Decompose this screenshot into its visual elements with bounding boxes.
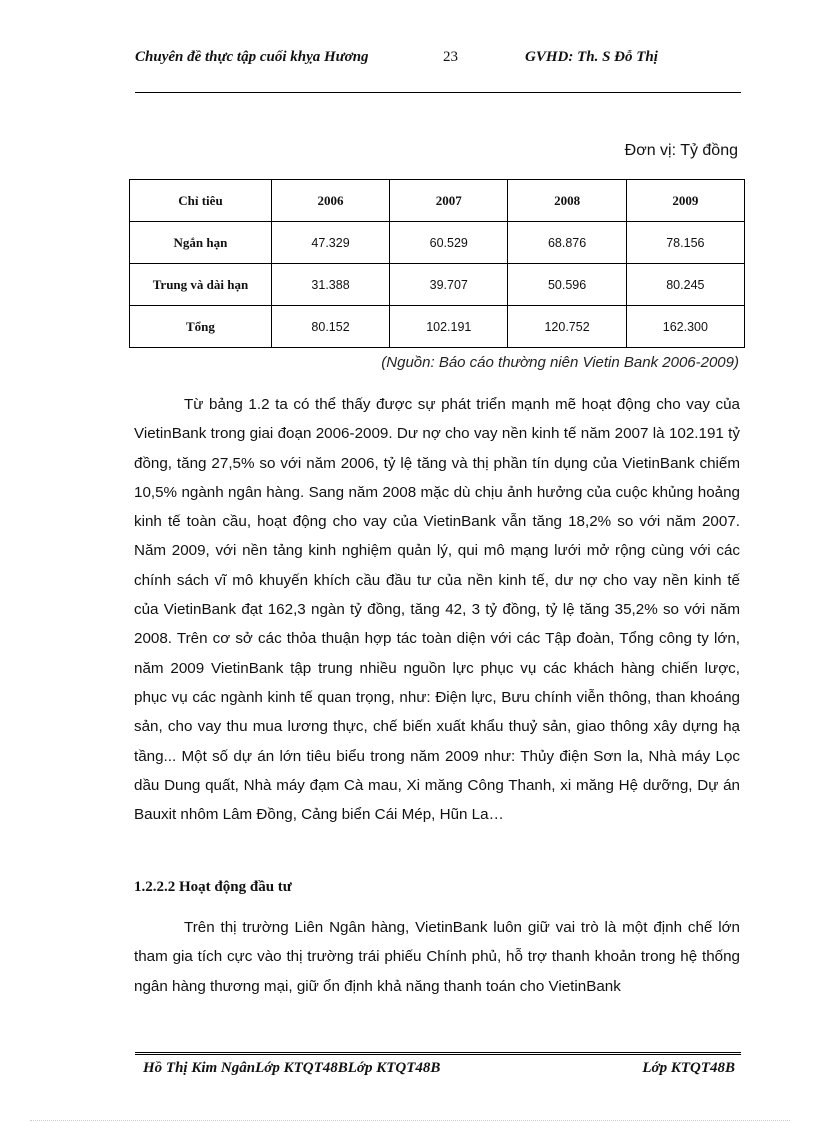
paragraph-lending: Từ bảng 1.2 ta có thể thấy được sự phát triển mạnh mẽ hoạt động cho vay của VietinBank trong giai đoạn 2006-2009. Dư nợ cho vay nền kinh tế năm 2007 là 102.191 tỷ đồng, tăng 27,5% so với năm 2006, tỷ lệ tăng và thị phần tín dụng của VietinBank chiếm 10,5% ngành ngân hàng. Sang năm 2008 mặc dù chịu ảnh hưởng của cuộc khủng hoảng kinh tế toàn cầu, hoạt động cho vay của VietinBank vẫn tăng 18,2% so với năm 2007. Năm 2009, với nền tảng kinh nghiệm quản lý, qui mô mạng lưới mở rộng cùng với các chính sách vĩ mô khuyến khích cầu đầu tư của nền kinh tế, dư nợ cho vay nền kinh tế của VietinBank đạt 162,3 ngàn tỷ đồng, tăng 42, 3 tỷ đồng, tỷ lệ tăng 35,2% so với năm 2008. Trên cơ sở các thỏa thuận hợp tác toàn diện với các Tập đoàn, Tổng công ty lớn, năm 2009 VietinBank tập trung nhiều nguồn lực phục vụ các khách hàng chiến lược, phục vụ các ngành kinh tế quan trọng, như: Điện lực, Bưu chính viễn thông, than khoáng sản, cho vay thu mua lương thực, chế biến xuất khẩu thuỷ sản, giao thông xây dựng hạ tầng... Một số dự án lớn tiêu biểu trong năm 2009 như: Thủy điện Sơn la, Nhà máy Lọc dầu Dung quất, Nhà máy đạm Cà mau, Xi măng Công Thanh, xi măng Hệ dưỡng, Dự án Bauxit nhôm Lâm Đồng, Cảng biển Cái Mép, Hũn La… bbox=[134, 396, 740, 824]
footer-class: Lớp KTQT48B bbox=[642, 1060, 735, 1076]
page-header bbox=[135, 48, 741, 93]
source-note: (Nguồn: Báo cáo thường niên Vietin Bank 2006-2009) bbox=[381, 354, 739, 371]
column-header: 2007 bbox=[390, 180, 508, 222]
row-label: Ngắn hạn bbox=[130, 222, 272, 264]
unit-label: Đơn vị: Tỷ đồng bbox=[624, 142, 738, 159]
table-cell: 80.152 bbox=[271, 306, 389, 348]
column-header: 2006 bbox=[271, 180, 389, 222]
header-title: Chuyên đề thực tập cuối khỵa Hương bbox=[135, 49, 369, 65]
table-cell: 60.529 bbox=[390, 222, 508, 264]
table-row bbox=[130, 222, 745, 264]
header-advisor: GVHD: Th. S Đỗ Thị bbox=[525, 49, 658, 65]
page-bottom-divider bbox=[30, 1120, 790, 1121]
page-footer bbox=[135, 1052, 741, 1079]
row-label: Trung và dài hạn bbox=[130, 264, 272, 306]
table-cell: 78.156 bbox=[626, 222, 744, 264]
table-row bbox=[130, 264, 745, 306]
column-header: 2008 bbox=[508, 180, 626, 222]
table-cell: 68.876 bbox=[508, 222, 626, 264]
table-cell: 39.707 bbox=[390, 264, 508, 306]
table-cell: 162.300 bbox=[626, 306, 744, 348]
table-cell: 50.596 bbox=[508, 264, 626, 306]
table-cell: 31.388 bbox=[271, 264, 389, 306]
table-cell: 102.191 bbox=[390, 306, 508, 348]
table-cell: 80.245 bbox=[626, 264, 744, 306]
section-heading: 1.2.2.2 Hoạt động đầu tư bbox=[134, 879, 292, 895]
column-header: Chỉ tiêu bbox=[130, 180, 272, 222]
table-cell: 47.329 bbox=[271, 222, 389, 264]
table-row bbox=[130, 306, 745, 348]
table-header-row bbox=[130, 180, 745, 222]
table-cell: 120.752 bbox=[508, 306, 626, 348]
page-number: 23 bbox=[443, 49, 458, 65]
row-label: Tổng bbox=[130, 306, 272, 348]
paragraph-investment: Trên thị trường Liên Ngân hàng, VietinBank luôn giữ vai trò là một định chế lớn tham gia tích cực vào thị trường trái phiếu Chính phủ, hỗ trợ thanh khoản trong hệ thống ngân hàng thương mại, giữ ổn định khả năng thanh toán cho VietinBank bbox=[134, 919, 740, 995]
footer-author: Hồ Thị Kim NgânLớp KTQT48BLớp KTQT48B bbox=[143, 1060, 441, 1076]
column-header: 2009 bbox=[626, 180, 744, 222]
loan-table bbox=[129, 179, 745, 348]
